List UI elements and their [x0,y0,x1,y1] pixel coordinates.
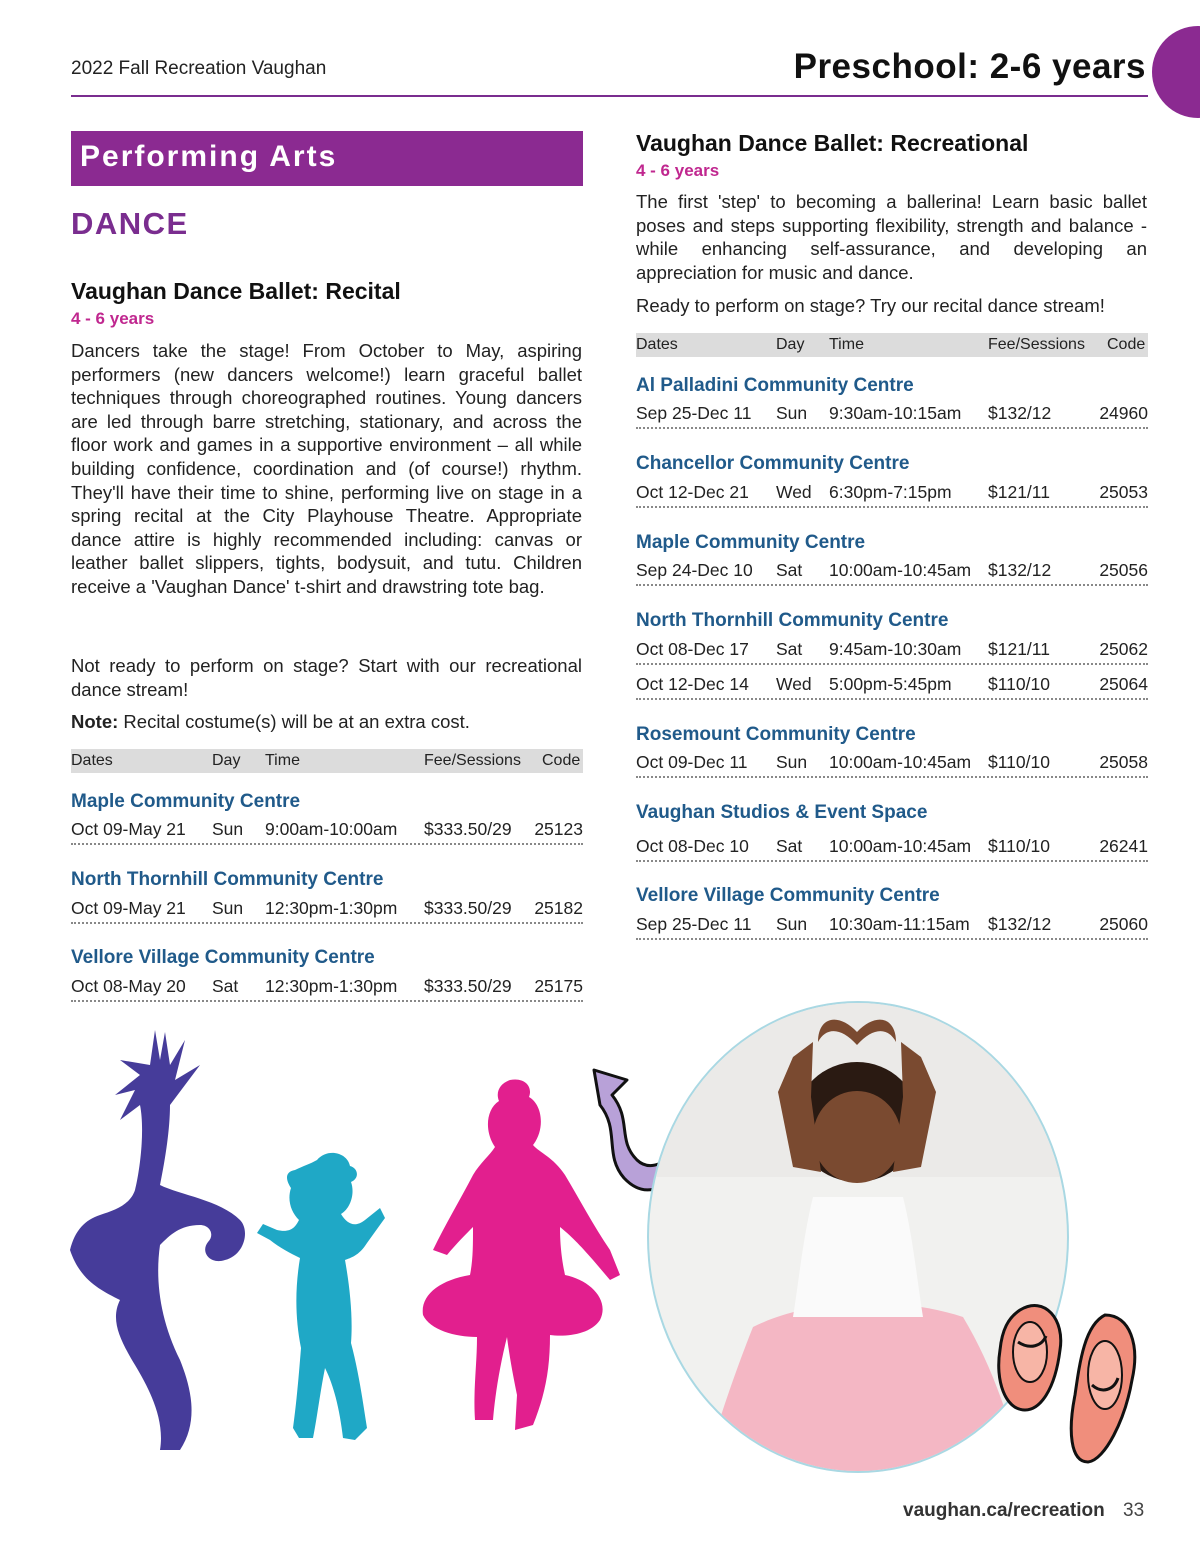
row-fee: $121/11 [988,639,1050,659]
row-time: 9:30am-10:15am [829,403,962,423]
section-tab-marker [1152,26,1200,118]
child-silhouette-teal [255,1148,390,1448]
venue-name: Maple Community Centre [71,791,301,812]
table-row [71,898,583,924]
recreational-age-range: 4 - 6 years [636,161,720,180]
row-day: Wed [776,674,812,694]
row-fee: $333.50/29 [424,819,512,839]
table-row [71,819,583,845]
table-row [71,976,583,1002]
venue-name: Al Palladini Community Centre [636,375,914,396]
note-text: Recital costume(s) will be at an extra cost. [118,711,470,732]
venue-name: Vellore Village Community Centre [71,947,375,968]
row-code: 24960 [1099,403,1148,423]
row-dates: Sep 25-Dec 11 [636,914,752,934]
recreational-table-header [636,333,1148,357]
section-banner [71,131,583,186]
row-dates: Oct 12-Dec 21 [636,482,749,502]
row-time: 10:30am-11:15am [829,914,970,934]
row-dates: Sep 24-Dec 10 [636,560,753,580]
col-dates: Dates [636,336,678,353]
table-row [636,403,1148,429]
col-code: Code [1107,336,1146,353]
col-fee: Fee/Sessions [988,336,1085,353]
row-day: Sat [212,976,239,996]
row-fee: $132/12 [988,403,1052,423]
venue-name: Maple Community Centre [636,532,866,553]
row-code: 25058 [1099,752,1148,772]
venue-name: Vellore Village Community Centre [636,885,940,906]
table-row [636,836,1148,862]
col-day: Day [212,752,241,769]
row-code: 25056 [1099,560,1148,580]
category-heading: DANCE [71,206,189,241]
row-day: Wed [776,482,812,502]
table-row [636,639,1148,665]
recital-age-range: 4 - 6 years [71,309,155,328]
row-code: 25062 [1099,639,1148,659]
row-dates: Oct 08-Dec 17 [636,639,749,659]
venue-name: Rosemount Community Centre [636,724,916,745]
row-time: 12:30pm-1:30pm [265,976,398,996]
row-day: Sat [776,560,803,580]
row-time: 12:30pm-1:30pm [265,898,398,918]
row-code: 25064 [1099,674,1148,694]
col-day: Day [776,336,805,353]
col-time: Time [265,752,300,769]
row-dates: Oct 12-Dec 14 [636,674,749,694]
recital-program-title: Vaughan Dance Ballet: Recital [71,278,401,304]
recreational-alt-stream-text: Ready to perform on stage? Try our recital dance stream! [636,295,1105,316]
ballet-slippers-illustration [990,1280,1150,1480]
row-time: 10:00am-10:45am [829,752,972,772]
row-fee: $132/12 [988,914,1052,934]
recreational-description: The first 'step' to becoming a ballerina! Learn basic ballet poses and steps supporting flexibility, strength and balance - while enhancing self-assurance, and developing an appreciation for music and dance. [636,191,1147,283]
col-dates: Dates [71,752,113,769]
row-fee: $110/10 [988,836,1050,856]
table-row [636,560,1148,586]
recital-alt-stream-text: Not ready to perform on stage? Start with our recreational dance stream! [71,655,582,700]
row-fee: $333.50/29 [424,976,512,996]
row-code: 25053 [1099,482,1148,502]
row-code: 25175 [534,976,583,996]
row-code: 25060 [1099,914,1148,934]
row-dates: Oct 09-Dec 11 [636,752,748,772]
note-label: Note: [71,711,119,732]
col-time: Time [829,336,864,353]
row-time: 10:00am-10:45am [829,560,972,580]
page-section-title: Preschool: 2-6 years [793,47,1146,86]
venue-name: North Thornhill Community Centre [636,610,949,631]
row-day: Sun [776,914,808,934]
dancer-silhouette-purple [60,1020,260,1460]
row-fee: $110/10 [988,752,1050,772]
recreational-program-title: Vaughan Dance Ballet: Recreational [636,130,1029,156]
venue-name: North Thornhill Community Centre [71,869,384,890]
row-time: 6:30pm-7:15pm [829,482,952,502]
venue-name: Vaughan Studios & Event Space [636,802,928,823]
table-row [636,752,1148,778]
row-day: Sun [776,752,808,772]
publication-title: 2022 Fall Recreation Vaughan [71,58,327,79]
footer-url: vaughan.ca/recreation [903,1500,1105,1521]
row-day: Sun [776,403,808,423]
header-rule [71,95,1148,97]
row-dates: Oct 08-Dec 10 [636,836,749,856]
row-code: 25182 [534,898,583,918]
row-code: 25123 [534,819,583,839]
row-time: 9:45am-10:30am [829,639,962,659]
row-code: 26241 [1099,836,1148,856]
row-time: 10:00am-10:45am [829,836,972,856]
row-day: Sat [776,639,803,659]
section-banner-label: Performing Arts [80,140,338,173]
row-fee: $121/11 [988,482,1050,502]
recital-note [71,710,582,734]
row-dates: Oct 09-May 21 [71,819,186,839]
recital-table-header [71,749,583,773]
table-row [636,914,1148,940]
table-row [636,674,1148,700]
row-time: 5:00pm-5:45pm [829,674,952,694]
row-day: Sat [776,836,803,856]
row-day: Sun [212,819,244,839]
row-fee: $110/10 [988,674,1050,694]
page-number: 33 [1123,1500,1145,1521]
venue-name: Chancellor Community Centre [636,453,910,474]
row-dates: Sep 25-Dec 11 [636,403,752,423]
recital-description: Dancers take the stage! From October to May, aspiring performers (new dancers welcome!) learn graceful ballet techniques through choreographed routines. Young dancers are led through barre stretching, stationary, and across the floor work and games in a supportive environment – all while building confidence, coordination and (of course!) rhythm. They'll have their time to shine, performing live on stage in a spring recital at the City Playhouse Theatre. Appropriate dance attire is highly recommended including: canvas or leather ballet slippers, tights, bodysuit, and tutu. Children receive a 'Vaughan Dance' t-shirt and drawstring tote bag. [71,340,582,597]
table-row [636,482,1148,508]
row-day: Sun [212,898,244,918]
row-time: 9:00am-10:00am [265,819,398,839]
row-dates: Oct 09-May 21 [71,898,186,918]
row-fee: $333.50/29 [424,898,512,918]
row-dates: Oct 08-May 20 [71,976,186,996]
col-code: Code [542,752,581,769]
col-fee: Fee/Sessions [424,752,521,769]
row-fee: $132/12 [988,560,1052,580]
